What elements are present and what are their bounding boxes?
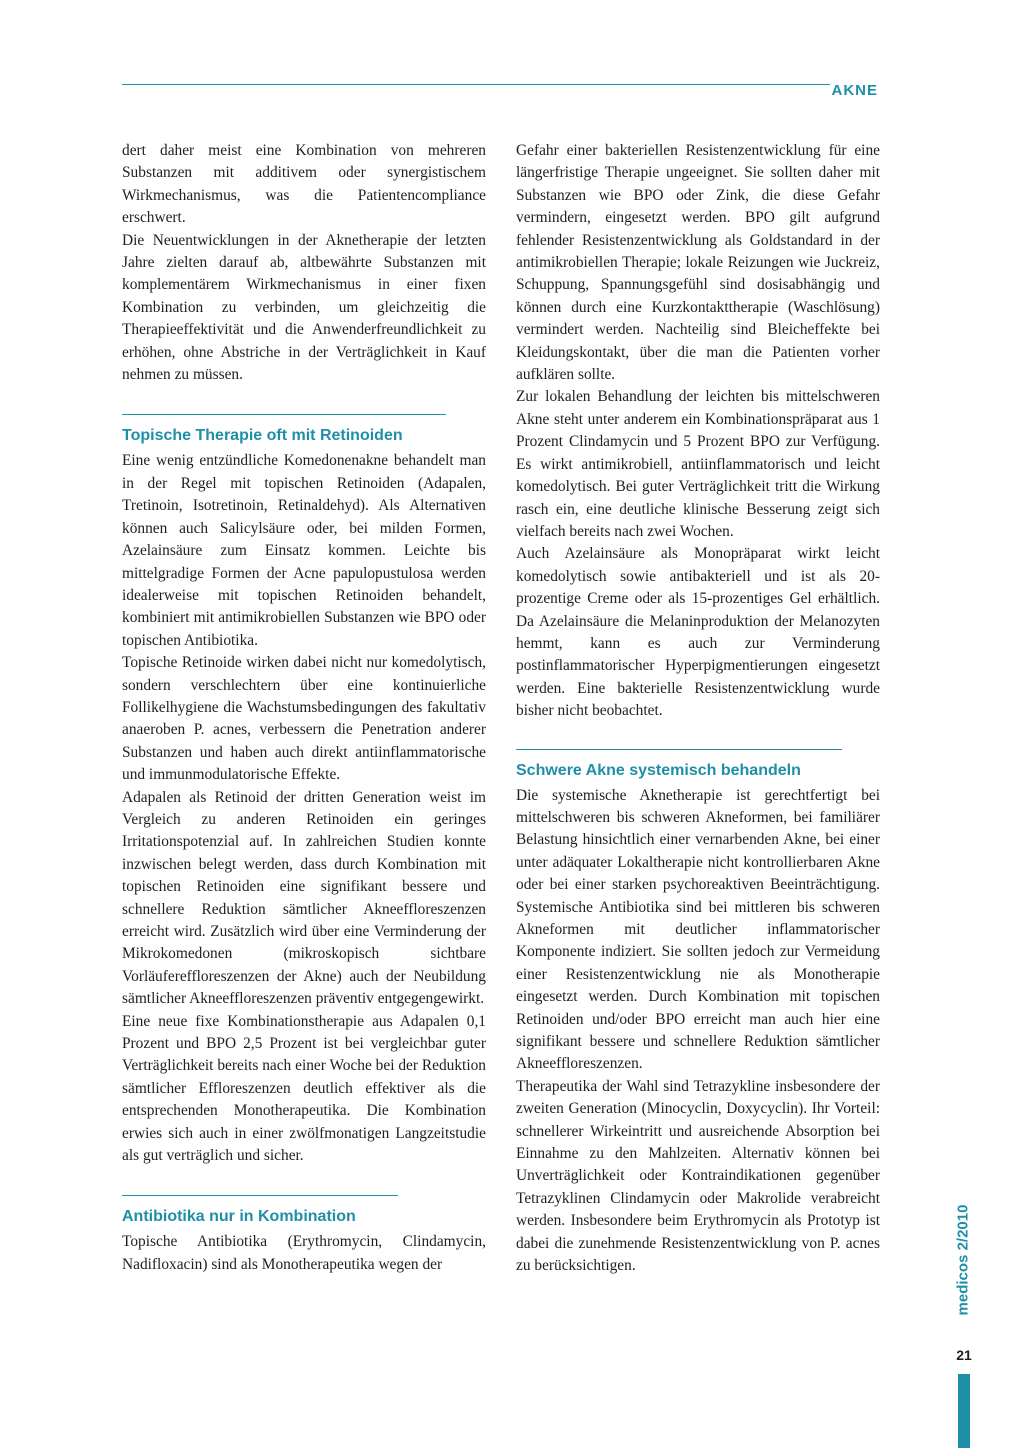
body-paragraph: Auch Azelainsäure als Monopräparat wirkt leicht komedolytisch sowie antibakteriell und ist als 20-prozentige Creme oder als 15-prozentiges Gel erhältlich. Da Azelainsäure die Melaninproduktion der Melanozyten hemmt, kann es auch zur Verminderung postinflammatorischer Hyperpigmentierungen eingesetzt werden. Eine bakterielle Resistenzentwicklung wurde bisher nicht beobachtet.: [516, 545, 880, 720]
journal-label: [945, 1195, 981, 1325]
body-paragraph: Eine wenig entzündliche Komedonenakne behandelt man in der Regel mit topischen Retinoiden (Adapalen, Tretinoin, Isotretinoin, Retinaldehyd). Als Alternativen können auch Salicylsäure oder, bei milden Formen, Azelainsäure zum Einsatz kommen. Leichte bis mittelgradige Formen der Acne papulopustulosa werden idealerweise mit topischen Retinoiden behandelt, kombiniert mit antimikrobiellen Substanzen wie BPO oder topischen Antibiotika.: [122, 452, 486, 649]
body-paragraph: Die Neuentwicklungen in der Aknetherapie der letzten Jahre zielten darauf ab, altbewährte Substanzen mit komplementärem Wirkmechanismus in einer fixen Kombination zu verbinden, um gleichzeitig die Therapieeffektivität und die Anwenderfreundlichkeit zu erhöhen, ohne Abstriche in der Verträglichkeit in Kauf nehmen zu müssen.: [122, 231, 486, 384]
body-paragraph: Zur lokalen Behandlung der leichten bis mittelschweren Akne steht unter anderem ein Kombinationspräparat aus 1 Prozent Clindamycin und 5 Prozent BPO zur Verfügung. Es wirkt antimikrobiell, antiinflammatorisch und leicht komedolytisch. Bei guter Verträglichkeit tritt die Wirkung rasch ein, eine deutliche klinische Besserung zeigt sich vielfach bereits nach zwei Wochen.: [516, 388, 880, 540]
body-paragraph: Gefahr einer bakteriellen Resistenzentwicklung für eine längerfristige Therapie ungeeignet. Sie sollten daher mit Substanzen wie BPO oder Zink, die diese Gefahr vermindern, eingesetzt werden. BPO gilt aufgrund fehlender Resistenzentwicklung als Goldstandard in der antimikrobiellen Therapie; lokale Reizungen wie Juckreiz, Schuppung, Spannungsgefühl sind dosisabhängig und können durch eine Kurzkontakttherapie (Waschlösung) vermindert werden. Nachteilig sind Bleicheffekte bei Kleidungskontakt, über die man die Patienten vorher aufklären sollte.: [516, 142, 880, 384]
page-number: 21: [956, 1347, 972, 1363]
body-paragraph: Therapeutika der Wahl sind Tetrazykline insbesondere der zweiten Generation (Minocyclin, Doxycyclin). Ihr Vorteil: schnellerer Wirkeintritt und ausreichende Absorption bei Einnahme zu den Mahlzeiten. Alternativ können bei Unverträglichkeit oder Kontraindikationen gegenüber Tetrazyklinen Clindamycin oder Makrolide verabreicht werden. Insbesondere beim Erythromycin als Prototyp ist dabei die zunehmende Resistenzentwicklung von P. acnes zu berücksichtigen.: [516, 1077, 880, 1275]
body-paragraph: Die systemische Aknetherapie ist gerechtfertigt bei mittelschweren bis schweren Akneformen, bei familiärer Belastung hinsichtlich einer vernarbenden Akne, bei einer unter adäquater Lokaltherapie nicht kontrollierbaren Akne oder bei einer starken psychoreaktiven Beeinträchtigung. Systemische Antibiotika sind bei mittleren bis schweren Akneformen mit deutlicher inflammatorischer Komponente indiziert. Sie sollten jedoch zur Vermeidung einer Resistenzentwicklung nie als Monotherapie eingesetzt werden. Durch Kombination mit topischen Retinoiden und/oder BPO erreicht man auch hier eine signifikant bessere und schnellere Reduktion sämtlicher Akneeffloreszenzen.: [516, 786, 880, 1073]
body-paragraph: Topische Antibiotika (Erythromycin, Clindamycin, Nadifloxacin) sind als Monotherapeutika wegen der: [122, 1233, 486, 1273]
journal-name: medicos 2/2010: [954, 1204, 972, 1316]
body-paragraph: Eine neue fixe Kombinationstherapie aus Adapalen 0,1 Prozent und BPO 2,5 Prozent ist bei vergleichbar guter Verträglichkeit bereits nach einer Woche bei der Reduktion sämtlicher Effloreszenzen deutlich effektiver als die entsprechenden Monotherapeutika. Die Kombination erwies sich auch in einer zwölfmonatigen Langzeitstudie als gut verträglich und sicher.: [122, 1012, 486, 1165]
left-column: [122, 140, 486, 1276]
section-heading: Schwere Akne systemisch behandeln: [516, 761, 801, 779]
section-antibiotika: [122, 1195, 486, 1276]
page-edge-bar: [958, 1374, 970, 1448]
header-rule: [122, 84, 830, 85]
section-topische-therapie: [122, 414, 486, 1167]
section-heading: Antibiotika nur in Kombination: [122, 1208, 356, 1226]
body-paragraph: dert daher meist eine Kombination von mehreren Substanzen mit additivem oder synergistischem Wirkmechanismus, was die Patientencompliance erschwert.: [122, 142, 486, 227]
body-paragraph: Topische Retinoide wirken dabei nicht nur komedolytisch, sondern verschlechtern über eine kontinuierliche Follikelhygiene die Wachstumsbedingungen des fakultativ anaeroben P. acnes, verbessern die Penetration anderer Substanzen und haben auch direkt antiinflammatorische und immunmodulatorische Effekte.: [122, 654, 486, 784]
section-heading: Topische Therapie oft mit Retinoiden: [122, 427, 403, 445]
section-rule: [122, 414, 446, 415]
right-column: [516, 140, 880, 1278]
section-label: AKNE: [831, 82, 878, 99]
section-rule: [516, 749, 842, 750]
section-rule: [122, 1195, 398, 1196]
body-paragraph: Adapalen als Retinoid der dritten Generation weist im Vergleich zu anderen Retinoiden ein geringes Irritationspotenzial auf. In zahlreichen Studien konnte inzwischen belegt werden, dass durch Kombination mit topischen Retinoiden eine signifikant bessere und schnellere Reduktion sämtlicher Akneeffloreszenzen erreicht wird. Zusätzlich wird über eine Verminderung der Mikrokomedonen (mikroskopisch sichtbare Vorläufereffloreszenzen der Akne) auch der Neubildung sämtlicher Akneeffloreszenzen präventiv entgegengewirkt.: [122, 788, 486, 1008]
section-schwere-akne: [516, 749, 880, 1278]
